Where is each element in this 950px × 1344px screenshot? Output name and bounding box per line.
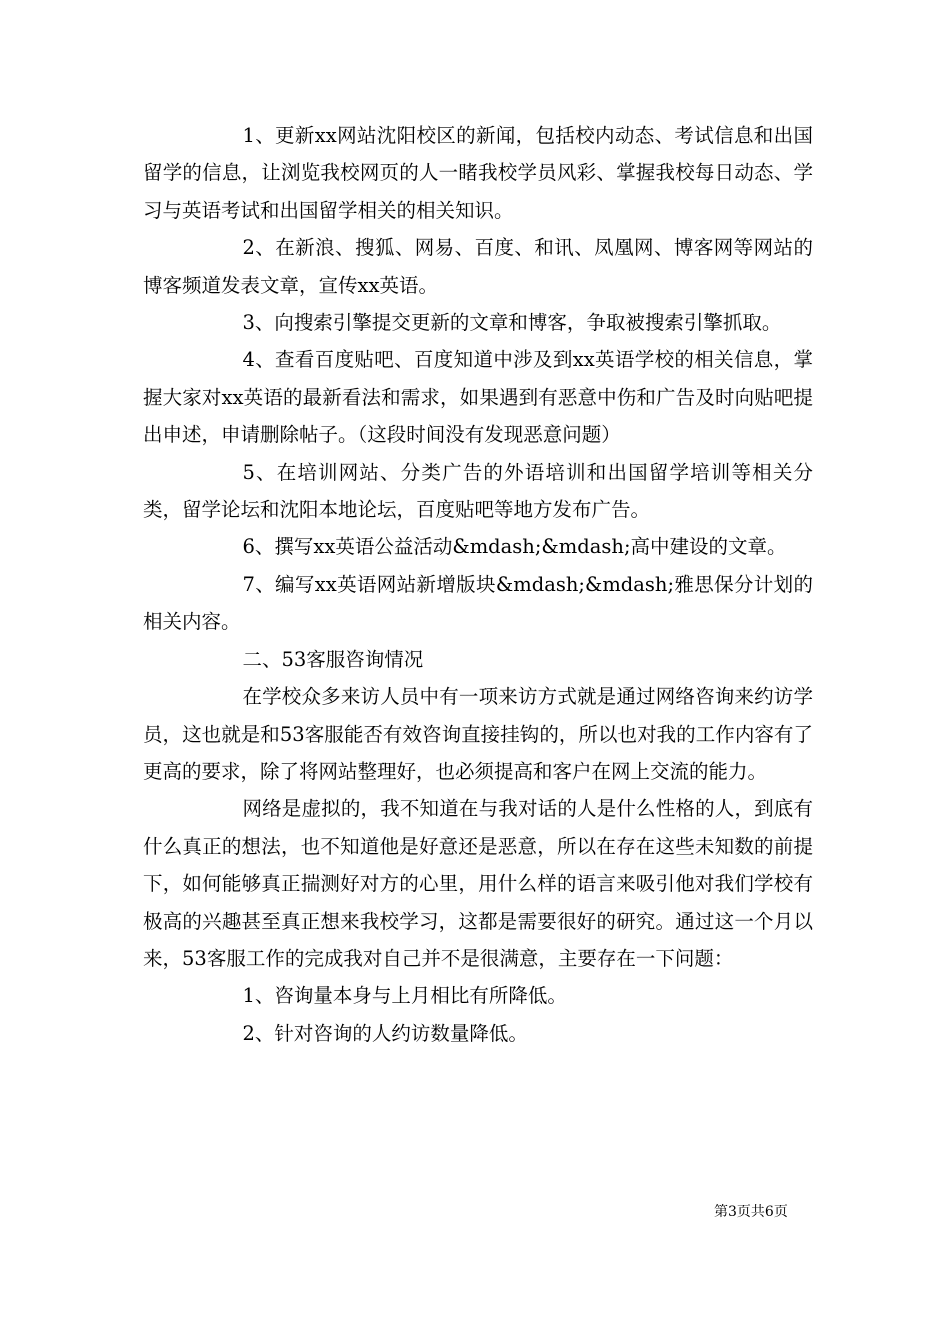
paragraph-issue-1: 1、咨询量本身与上月相比有所降低。: [242, 984, 567, 1008]
paragraph-consult-intro: 在学校众多来访人员中有一项来访方式就是通过网络咨询来约访学员，这也就是和53客服能否有效咨询直接挂钩的，所以也对我的工作内容有了更高的要求，除了将网站整理好，也必须提高和客户在网上交流的能力。: [143, 685, 813, 783]
paragraph-item-2: 2、在新浪、搜狐、网易、百度、和讯、凤凰网、博客网等网站的博客频道发表文章，宣传xx英语。: [143, 236, 813, 297]
paragraph-item-5: 5、在培训网站、分类广告的外语培训和出国留学培训等相关分类，留学论坛和沈阳本地论坛，百度贴吧等地方发布广告。: [143, 460, 813, 522]
document-body: [143, 117, 813, 1052]
paragraph-item-7: 7、编写xx英语网站新增版块&mdash;&mdash;雅思保分计划的相关内容。: [143, 572, 813, 634]
paragraph-item-4: 4、查看百度贴吧、百度知道中涉及到xx英语学校的相关信息，掌握大家对xx英语的最新看法和需求，如果遇到有恶意中伤和广告及时向贴吧提出申述，申请删除帖子。（这段时间没有发现恶意问题）: [143, 348, 813, 447]
paragraph-issue-2: 2、针对咨询的人约访数量降低。: [242, 1021, 528, 1045]
section-heading-53-service: 二、53客服咨询情况: [242, 647, 424, 671]
paragraph-item-3: 3、向搜索引擎提交更新的文章和博客，争取被搜索引擎抓取。: [242, 311, 782, 335]
paragraph-item-6: 6、撰写xx英语公益活动&mdash;&mdash;高中建设的文章。: [242, 535, 787, 559]
paragraph-item-1: 1、更新xx网站沈阳校区的新闻，包括校内动态、考试信息和出国留学的信息，让浏览我校网页的人一睹我校学员风彩、掌握我校每日动态、学习与英语考试和出国留学相关的相关知识。: [143, 124, 813, 222]
paragraph-virtual-network: 网络是虚拟的，我不知道在与我对话的人是什么性格的人，到底有什么真正的想法，也不知道他是好意还是恶意，所以在存在这些未知数的前提下，如何能够真正揣测好对方的心里，用什么样的语言来吸引他对我们学校有极高的兴趣甚至真正想来我校学习，这都是需要很好的研究。通过这一个月以来，53客服工作的完成我对自己并不是很满意，主要存在一下问题：: [143, 797, 813, 970]
page-number: 第3页共6页: [714, 1204, 788, 1220]
